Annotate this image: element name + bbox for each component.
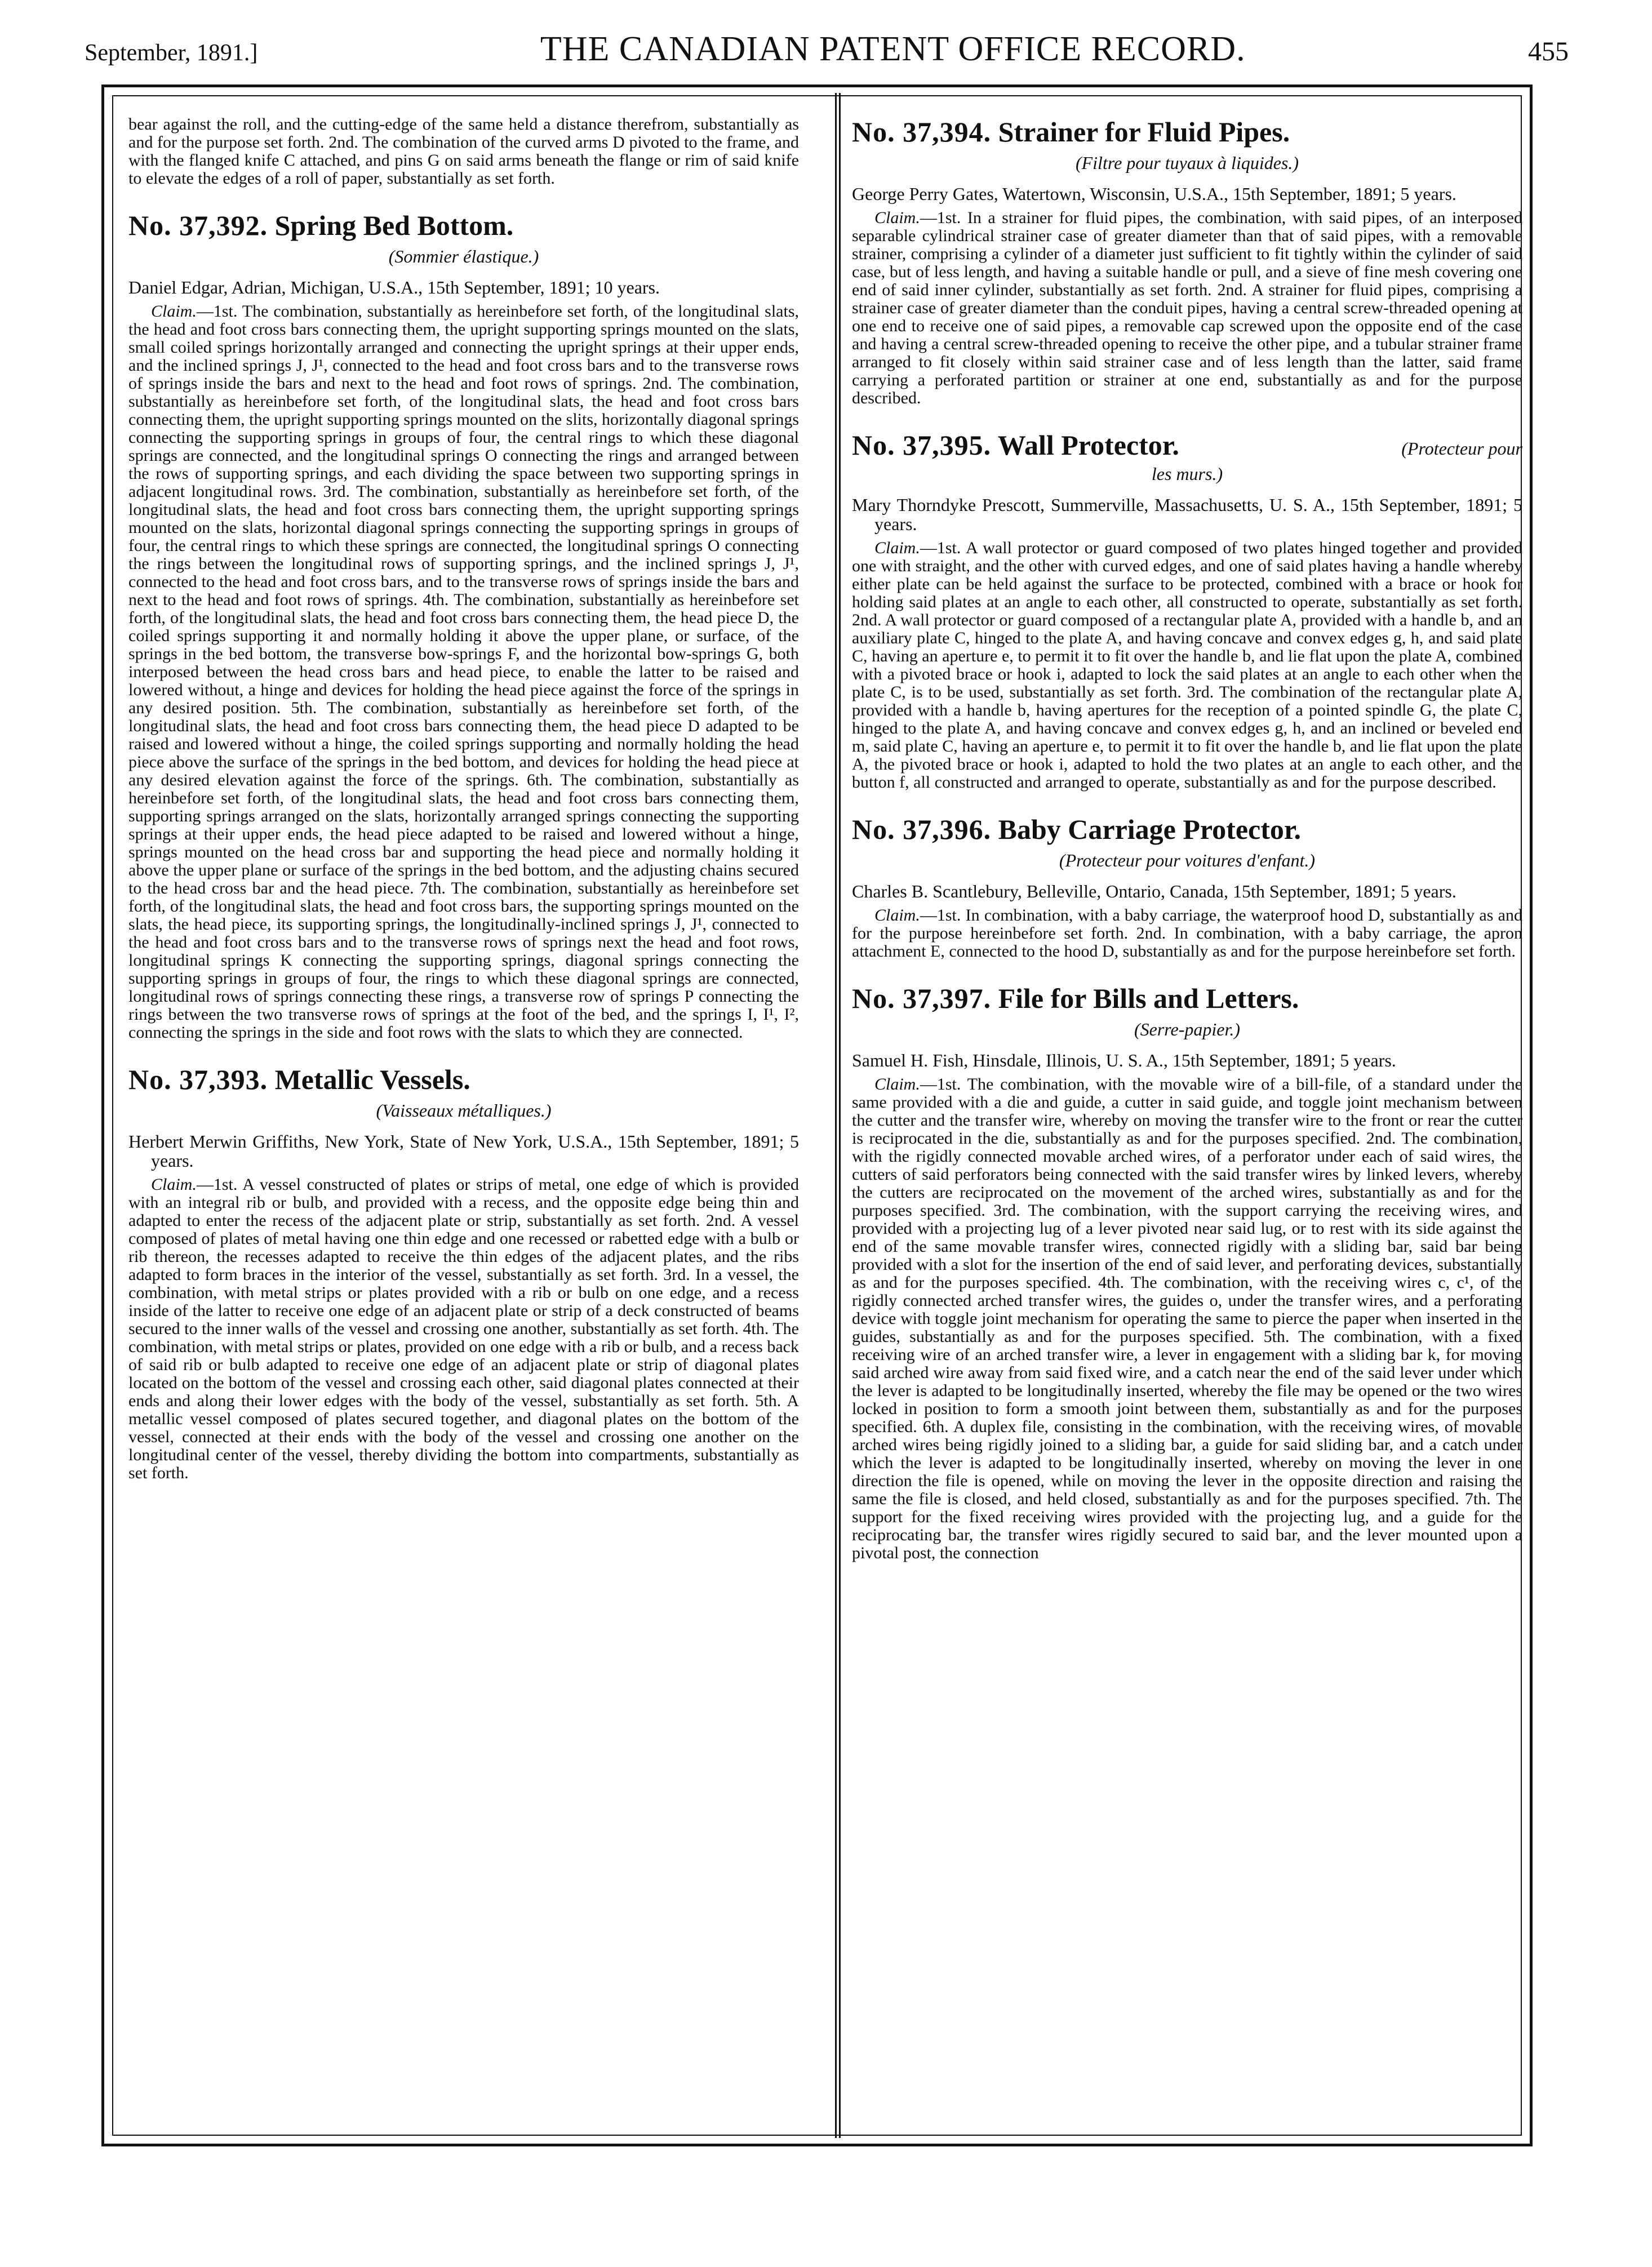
- claim-label: Claim.: [151, 1175, 197, 1194]
- patent-inventor: Mary Thorndyke Prescott, Summerville, Massachusetts, U. S. A., 15th September, 1891; 5 years.: [852, 495, 1522, 534]
- patent-entry-37393: [128, 1063, 799, 1482]
- patent-title: Strainer for Fluid Pipes.: [998, 116, 1290, 148]
- patent-number: No. 37,396.: [852, 814, 992, 845]
- header-date: September, 1891.]: [85, 40, 258, 66]
- patent-inventor: Samuel H. Fish, Hinsdale, Illinois, U. S. A., 15th September, 1891; 5 years.: [852, 1050, 1396, 1070]
- patent-heading: [128, 209, 799, 242]
- patent-inventor: Herbert Merwin Griffiths, New York, State of New York, U.S.A., 15th September, 1891; 5 years.: [128, 1131, 799, 1171]
- claim-label: Claim.: [874, 539, 920, 557]
- patent-french-title: (Filtre pour tuyaux à liquides.): [1075, 153, 1299, 173]
- patent-title: Spring Bed Bottom.: [274, 210, 514, 241]
- claim-text: —1st. The combination, with the movable wire of a bill-file, of a standard under the same provided with a die and guide, a cutter in said guide, and toggle joint mechanism between the cutter and the transfer wire, whereby on moving the transfer wire to the front or rear the cutter is reciprocated in the die, substantially as and for the purposes specified. 2nd. The combination, with the rigidly connected movable arched wires, of a perforator under each of said wires, the cutters of said perforators being connected with the said transfer wires by linked levers, whereby the cutters are reciprocated on the movement of the arched wires, substantially as and for the purposes specified. 3rd. The combination, with the support carrying the receiving wires, and provided with a projecting lug of a lever pivoted near said lug, or to rest with its side against the end of the same movable transfer wires, connected rigidly with a sliding bar, said bar being provided with a slot for the insertion of the end of said lever, and perforating devices, substantially as and for the purposes specified. 4th. The combination, with the receiving wires c, c¹, of the rigidly connected arched transfer wires, the guides o, under the transfer wires, and a perforating device with toggle joint mechanism for operating the same to pierce the paper when inserted in the guides, substantially as and for the purposes specified. 5th. The combination, with a fixed receiving wire of an arched transfer wire, a lever in engagement with a sliding bar k, for moving said arched wire away from said fixed wire, and a catch near the end of the said lever under which the lever is adapted to be longitudinally inserted, whereby the file may be opened or the two wires locked in position to form a smooth joint between them, substantially as and for the purposes specified. 6th. A duplex file, consisting in the combination, with the receiving wires, of movable arched wires being rigidly joined to a sliding bar, a guide for said sliding bar, and a catch under which the lever is adapted to be longitudinally inserted, whereby on moving the lever in one direction the file is opened, while on moving the lever in the opposite direction and raising the same the file is closed, and held closed, substantially as and for the purposes specified. 7th. The support for the fixed receiving wires provided with the projecting lug, and a guide for the reciprocating bar, the transfer wires rigidly secured to said bar, and the lever mounted upon a pivotal post, the connection: [852, 1075, 1522, 1562]
- header-page-number: 455: [1527, 37, 1569, 66]
- claim-label: Claim.: [874, 906, 920, 924]
- patent-entry-37397: [852, 982, 1522, 1562]
- patent-heading: [128, 1063, 799, 1096]
- patent-heading: [852, 115, 1522, 148]
- patent-heading: [852, 813, 1522, 846]
- claim-text: —1st. In combination, with a baby carriage, the waterproof hood D, substantially as and for the purpose hereinbefore set forth. 2nd. In combination, with a baby carriage, the apron attachment E, connected to the hood D, substantially as and for the purpose hereinbefore set forth.: [852, 906, 1522, 961]
- claim-text: —1st. A wall protector or guard composed of two plates hinged together and provided one with straight, and the other with curved edges, and one of said plates having a handle whereby either plate can be held against the surface to be protected, combined with a brace or hook for holding said plates at an angle to each other, all constructed to operate, substantially as set forth. 2nd. A wall protector or guard composed of a rectangular plate A, provided with a handle b, and an auxiliary plate C, hinged to the plate A, and having concave and convex edges g, h, and said plate C, having an aperture e, to permit it to fit over the handle b, and lie flat upon the plate A, combined with a pivoted brace or hook i, adapted to lock the said plates at an angle to each other when the plate C, is to be used, substantially as set forth. 3rd. The combination of the rectangular plate A, provided with a handle b, having apertures for the reception of a pointed spindle G, the plate C, hinged to the plate A, and having concave and convex edges g, h, and an inclined or beveled end m, said plate C, having an aperture e, to permit it to fit over the handle b, and lie flat upon the plate A, the pivoted brace or hook i, adapted to hold the two plates at an angle to each other, and the button f, all constructed and arranged to operate, substantially as and for the purpose described.: [852, 539, 1522, 792]
- patent-claim: [852, 209, 1522, 407]
- patent-inventor: Charles B. Scantlebury, Belleville, Ontario, Canada, 15th September, 1891; 5 years.: [852, 881, 1456, 901]
- claim-label: Claim.: [151, 302, 197, 321]
- left-column: [128, 115, 799, 2124]
- right-column: [852, 115, 1522, 2124]
- patent-title: Metallic Vessels.: [274, 1064, 470, 1095]
- patent-entry-37396: [852, 813, 1522, 961]
- patent-claim: [852, 1075, 1522, 1562]
- patent-inventor: Daniel Edgar, Adrian, Michigan, U.S.A., 15th September, 1891; 10 years.: [128, 277, 660, 297]
- patent-french-title-part1: (Protecteur pour: [1401, 438, 1522, 459]
- patent-number: No. 37,395.: [852, 429, 992, 461]
- claim-label: Claim.: [874, 1075, 920, 1094]
- column-divider: [835, 93, 841, 2138]
- patent-title: Baby Carriage Protector.: [998, 814, 1301, 845]
- patent-entry-37395: [852, 429, 1522, 792]
- patent-french-title: (Sommier élastique.): [388, 246, 539, 266]
- patent-claim: [128, 303, 799, 1042]
- patent-entry-37394: [852, 115, 1522, 407]
- patent-number: No. 37,397.: [852, 983, 992, 1014]
- page-header: [85, 29, 1569, 74]
- claim-text: —1st. In a strainer for fluid pipes, the combination, with said pipes, of an interposed separable cylindrical strainer case of greater diameter than that of said pipes, with a removable strainer, comprising a cylinder of a diameter just sufficient to fit tightly within the cylinder of said case, but of less length, and having a suitable handle or pull, and a sieve of fine mesh covering one end of said inner cylinder, substantially as set forth. 2nd. A strainer for fluid pipes, comprising a strainer case of greater diameter than the conduit pipes, having a central screw-threaded opening at one end to receive one of said pipes, a removable cap screwed upon the opposite end of the case and having a central screw-threaded opening to receive the other pipe, and a tubular strainer frame arranged to fit closely within said strainer case and of less length than the latter, said frame carrying a perforated partition or strainer at one end, substantially as and for the purpose described.: [852, 208, 1522, 407]
- patent-title: Wall Protector.: [997, 429, 1179, 461]
- continuation-text: bear against the roll, and the cutting-edge of the same held a distance therefrom, substantially as and for the purpose set forth. 2nd. The combination of the curved arms D pivoted to the frame, and with the flanged knife C attached, and pins G on said arms beneath the flange or rim of said knife to elevate the edges of a roll of paper, substantially as set forth.: [128, 115, 799, 188]
- patent-entry-37392: [128, 209, 799, 1042]
- claim-label: Claim.: [874, 208, 920, 227]
- patent-inventor: George Perry Gates, Watertown, Wisconsin, U.S.A., 15th September, 1891; 5 years.: [852, 184, 1456, 204]
- patent-french-title: (Vaisseaux métalliques.): [376, 1100, 552, 1121]
- patent-claim: [852, 539, 1522, 792]
- patent-number: No. 37,392.: [128, 210, 268, 241]
- patent-title: File for Bills and Letters.: [998, 983, 1299, 1014]
- patent-heading: [852, 982, 1522, 1015]
- patent-number: No. 37,393.: [128, 1064, 268, 1095]
- claim-text: —1st. A vessel constructed of plates or strips of metal, one edge of which is provided with an integral rib or bulb, and provided with a recess, and the opposite edge being thin and adapted to enter the recess of the adjacent plate or strip, substantially as set forth. 2nd. A vessel composed of plates of metal having one thin edge and one recessed or rabetted edge with a bulb or rib thereon, the recesses adapted to receive the thin edges of the adjacent plates, and the ribs adapted to form braces in the interior of the vessel, substantially as set forth. 3rd. In a vessel, the combination, with metal strips or plates provided with a rib or bulb on one edge, and a recess inside of the latter to receive one edge of an adjacent plate or strip of a deck constructed of beams secured to the inner walls of the vessel and crossing one another, substantially as set forth. 4th. The combination, with metal strips or plates, provided on one edge with a rib or bulb, and a recess back of said rib or bulb adapted to receive one edge of an adjacent plate or strip of diagonal plates located on the bottom of the vessel and crossing each other, said diagonal plates connected at their ends and along their lower edges with the body of the vessel, substantially as set forth. 5th. A metallic vessel composed of plates secured together, and diagonal plates on the bottom of the vessel, connected at their ends with the body of the vessel and crossing one another on the longitudinal center of the vessel, thereby dividing the bottom into compartments, substantially as set forth.: [128, 1175, 799, 1482]
- patent-claim: [128, 1176, 799, 1482]
- patent-french-title-part2: les murs.): [1151, 464, 1223, 484]
- patent-number: No. 37,394.: [852, 116, 992, 148]
- patent-french-title: (Protecteur pour voitures d'enfant.): [1059, 850, 1316, 870]
- claim-text: —1st. The combination, substantially as hereinbefore set forth, of the longitudinal slats, the head and foot cross bars connecting them, the upright supporting springs mounted on the slats, small coiled springs horizontally arranged and connecting the upright springs at their upper ends, and the inclined springs J, J¹, connected to the head and foot cross bars and to the transverse rows of springs inside the bars and next to the head and foot rows of springs. 2nd. The combination, substantially as hereinbefore set forth, of the longitudinal slats, the head and foot cross bars connecting them, the upright supporting springs mounted on the slits, horizontally diagonal springs connecting the supporting springs in groups of four, the central rings to which these diagonal springs are connected, and the longitudinal springs O connecting the rings and arranged between the rows of supporting springs, and each dividing the space between two supporting springs in adjacent longitudinal rows. 3rd. The combination, substantially as hereinbefore set forth, of the longitudinal slats, the head and foot cross bars connecting them, the upright supporting springs mounted on the slats, horizontal diagonal springs connecting the supporting springs in groups of four, the central rings to which these springs are connected, the longitudinal springs O connecting the rings between the longitudinal rows of supporting springs, and the inclined springs J, J¹, connected to the head and foot cross bars, and to the transverse rows of springs inside the bars and next to the head and foot rows of springs. 4th. The combination, substantially as hereinbefore set forth, of the longitudinal slats, the head and foot cross bars connecting them, the head piece D, the coiled springs supporting it and normally holding it above the upper plane, or surface, of the springs in the bed bottom, the transverse bow-springs F, and the horizontal bow-springs G, both interposed between the head cross bars and head piece, to enable the latter to be raised and lowered without, a hinge and devices for holding the head piece against the force of the springs in any desired position. 5th. The combination, substantially as hereinbefore set forth, of the longitudinal slats, the head and foot cross bars connecting them, the head piece D adapted to be raised and lowered without a hinge, the coiled springs supporting and normally holding the head piece above the surface of the springs in the bed bottom, and devices for holding the head piece at any desired elevation against the force of the springs. 6th. The combination, substantially as hereinbefore set forth, of the longitudinal slats, the head and foot cross bars connecting them, supporting springs arranged on the slats, horizontally arranged springs connecting the supporting springs at their upper ends, the head piece adapted to be raised and lowered without a hinge, springs mounted on the head cross bar and supporting the head piece and normally holding it above the upper plane or surface of the springs in the bed bottom, and the adjusting chains secured to the head cross bar and the head piece. 7th. The combination, substantially as hereinbefore set forth, of the longitudinal slats, the head and foot cross bars, the supporting springs mounted on the slats, the head piece, its supporting springs, the longitudinally-inclined springs J, J¹, connected to the head and foot cross bars and to the transverse rows of springs next the head and foot rows, longitudinal springs K connecting the supporting springs, diagonal springs connecting the supporting springs in groups of four, the rings to which these diagonal springs are connected, longitudinal rows of springs connecting these rings, a transverse row of springs P connecting the rings between the two transverse rows of springs at the foot of the bed, and the springs I, I¹, I², connecting the springs in the side and foot rows with the slats to which they are connected.: [128, 302, 799, 1042]
- patent-claim: [852, 906, 1522, 961]
- header-title: THE CANADIAN PATENT OFFICE RECORD.: [540, 30, 1246, 68]
- patent-heading: [852, 429, 1522, 465]
- patent-french-title: (Serre-papier.): [1134, 1019, 1241, 1039]
